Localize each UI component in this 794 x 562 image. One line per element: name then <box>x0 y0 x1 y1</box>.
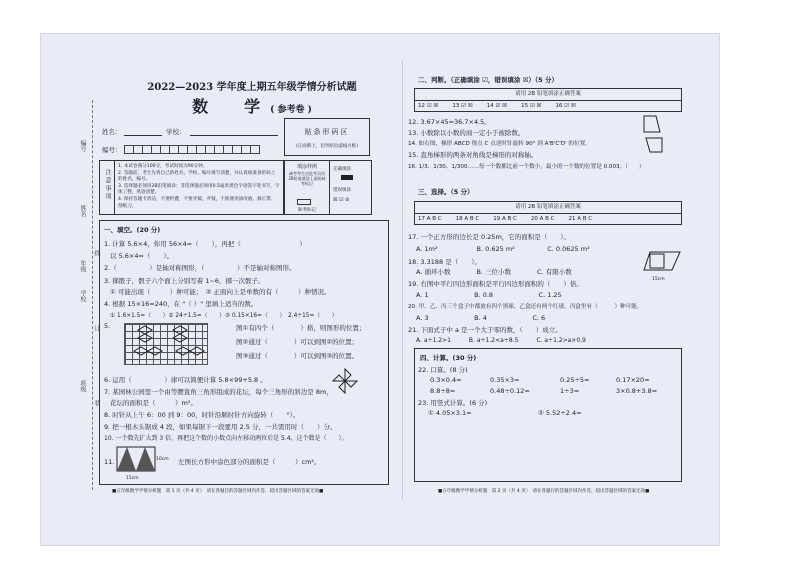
name-label: 姓名： <box>102 128 122 136</box>
pinwheel-figure <box>330 366 360 396</box>
judge-bubble[interactable]: 15 ☑ ☒ <box>521 102 542 109</box>
q5-line1: 图①有四个（ ）格，则图形的位置； <box>236 324 366 332</box>
q6: 6. 运用（ ）律可以简便计算 5.8×99+5.8 。 <box>104 376 267 384</box>
binding-strip <box>58 100 104 490</box>
q1-line1: 1. 计算 5.6×4，你用 56×4=（ ），再把（ ） <box>104 240 306 248</box>
q1-line2: 以 5.6×4=（ ）。 <box>110 252 174 260</box>
q5-line2: 图②通过（ ）可以到图②的位置； <box>236 338 359 346</box>
q14: 14. 如右图，梯形 ABCD 绕点 C 点逆时针旋转 90° 到 A'B'C'D' 的位置。 <box>408 141 591 147</box>
judge-bubble[interactable]: 16 ☑ ☒ <box>555 102 576 109</box>
q5-number: 5. <box>104 322 111 330</box>
q20-options: A. 3 B. 4 C. 6 <box>416 314 546 322</box>
q23-b: ② 5.52÷2.4= <box>538 409 582 417</box>
note-line: 4. 保持答题卡清洁，不要折叠，不要弄破、弄皱，不准使用涂改液、修正带、刮纸刀。 <box>118 196 276 209</box>
q11-base-dim: 15cm <box>126 476 139 481</box>
side-label: 姓名 <box>79 205 86 217</box>
q11: 左图长方形中涂色部分的面积是（ ）cm²。 <box>178 458 321 466</box>
choice-bubbles[interactable] <box>418 213 592 224</box>
calc-item: 3×0.8+3.8= <box>616 387 658 395</box>
q10: 10. 一个数先扩大到 3 倍，再把这个数的小数点向左移动两位后是 5.4，这个数是（ ）。 <box>104 435 348 442</box>
barcode-area <box>284 118 370 156</box>
q23: 23. 用竖式计算。(6 分) <box>418 399 488 407</box>
q22: 22. 口算。(8 分) <box>418 366 468 374</box>
absent-title: 缺考标记 <box>298 208 316 213</box>
correct-fill-label: 正确填涂 <box>333 167 351 172</box>
q4-line2: ① 1.6×1.5=（ ）② 24÷1.5=（ ）③ 0.15×16=（ ） 2.4÷15=（ ） <box>110 313 338 319</box>
note-line: 2. 答题前，考生先将自己的姓名、学校、编号填写清楚，并认真核准条形码上的姓名、编号。 <box>118 170 276 183</box>
calc-item: 0.25÷5= <box>560 376 590 384</box>
subject-title <box>112 94 392 117</box>
q21: 21. 下面式子中 a 是一个大于零的数，（ ）成立。 <box>408 326 562 334</box>
footer-left: ■五年级数学学情分析题 第 1 页（共 4 页） 请在各题目的答题区域内作答，超出答题区域的答案无效■ <box>112 489 324 494</box>
choice-bubble[interactable]: 19 A B C <box>493 215 517 222</box>
q13: 13. 小数除以小数的商一定小于被除数。 <box>408 129 525 137</box>
choice-bubble[interactable]: 17 A B C <box>418 215 442 222</box>
judge-bubble[interactable]: 14 ☑ ☒ <box>486 102 508 109</box>
section4-title: 四、计算。(30 分) <box>420 354 477 362</box>
side-label: 编号 <box>79 140 86 152</box>
side-label: 学校 <box>79 290 86 302</box>
choice-bubble[interactable]: 20 A B C <box>530 215 555 222</box>
section3-title: 三、选择。（5 分） <box>418 188 474 196</box>
q7-line1: 7. 某园林公园里一个由等腰直角三角形组成的花坛，每个三角形的斜边是 8m， <box>104 388 333 396</box>
judge-bubble[interactable]: 13 ☑ ☒ <box>452 102 473 109</box>
q7-line2: 花坛的面积是（ ）m²。 <box>110 399 197 407</box>
q12: 12. 3.67×45=36.7×4.5。 <box>408 118 491 126</box>
barcode-note: (正面朝上，切勿贴出虚线方框) <box>295 144 358 149</box>
side-label: 班级 <box>79 380 86 392</box>
q8: 8. 时针从上午 6：00 到 9：00，时针沿顺时针方向旋转（ °）。 <box>104 411 300 419</box>
exam-title: 2022—2023 学年度上期五年级学情分析试题 <box>147 82 357 93</box>
correct-fill-mark <box>341 175 353 180</box>
calc-item: 8.8÷8= <box>430 387 456 395</box>
q11-side-dim: 10cm <box>156 457 169 462</box>
number-cells[interactable] <box>124 145 259 154</box>
notes-text <box>118 164 280 210</box>
judge-bubbles[interactable] <box>418 100 576 111</box>
section2-title: 二、判断。（正确填涂 ☑，错误填涂 ☒）（5 分） <box>418 76 558 84</box>
absent-checkbox[interactable] <box>297 199 311 205</box>
q23-a: ① 4.05×3.1= <box>428 409 472 417</box>
note-line: 3. 选择题必须用2B铅笔填涂；非选择题必须用0.5毫米黑色字迹签字笔书写，字体工整，笔迹清楚。 <box>118 183 280 196</box>
q2: 2.（ ）是轴对称图形，（ ）不是轴对称图形。 <box>104 264 296 272</box>
q11-number: 11. <box>104 458 115 466</box>
wrong-fill-label: 错误填涂 <box>333 188 351 193</box>
side-label: 装 <box>93 400 100 406</box>
school-label: 学校： <box>166 128 186 136</box>
absent-note: 缺考考生由监考员用2B铅笔填涂上面的缺考标记 <box>288 171 326 186</box>
judge-header: 请用 2B 铅笔填涂正确答案 <box>414 88 682 100</box>
q18-options: A. 循环小数 B. 三位小数 C. 有限小数 <box>416 268 572 276</box>
fill-sample-title: 填涂样例 <box>296 164 317 170</box>
section1-title: 一、填空。(20 分) <box>104 226 161 234</box>
calc-item: 0.3×0.4= <box>430 376 462 384</box>
choice-header: 请用 2B 铅笔填涂正确答案 <box>414 201 682 213</box>
choice-bubble[interactable]: 18 A B C <box>455 215 480 222</box>
choice-bubble[interactable]: 21 A B C <box>568 215 593 222</box>
q4-line1: 4. 根据 15×16=240，在 "（ ）" 里填上适当的数。 <box>104 300 258 308</box>
q17-options: A. 1m² B. 0.625 m² C. 0.0625 m² <box>416 245 590 253</box>
subject-name: 数 学 <box>192 97 271 116</box>
q11-figure <box>116 446 158 478</box>
q3-line2: ① 可能出现（ ）种可能； ② 正面向上是单数的有（ ）种情况。 <box>110 288 331 296</box>
q14-trapezoid-figure <box>640 112 674 156</box>
subject-note: ( 参考卷 ) <box>270 105 312 115</box>
wrong-fill-marks: ☒ ☑ ⊘ <box>333 197 350 203</box>
q9: 9. 把一根木头锯成 4 段，如果每锯下一段要用 2.5 分，一共需用时（ ）分。 <box>104 423 337 431</box>
q20: 20. 甲、乙、丙三个盒子中都放有四个黑球，乙盒还有两个红球，丙盒里有（ ）种可能。 <box>408 304 643 310</box>
q21-options: A. a÷1.2>1 B. a÷1.2<a÷8.5 C. a÷1.2>a×0.9 <box>416 337 586 344</box>
notes-box <box>99 160 284 215</box>
note-line: 1. 本试卷满分100分，考试时间为90分钟。 <box>118 164 208 169</box>
school-field[interactable] <box>190 135 278 136</box>
q5-line3: 图③通过（ ）可以到图③的位置。 <box>236 352 359 360</box>
name-field[interactable] <box>124 135 162 136</box>
side-label: 订 <box>93 325 100 331</box>
q19-figure-label: 15cm <box>652 277 665 282</box>
q15: 15. 直角梯形的两条对角线是梯形的对称轴。 <box>408 151 538 159</box>
notes-title: 注意事项 <box>104 169 111 201</box>
fill-sample-box <box>284 160 372 215</box>
q17: 17. 一个正方形的边长是 0.25m，它的面积是（ ）。 <box>408 233 571 241</box>
side-label: 年级 <box>79 260 86 272</box>
calc-item: 1÷3= <box>560 387 580 395</box>
q3-line1: 3. 掷骰子，骰子六个面上分别写着 1~6，掷一次骰子。 <box>104 277 265 285</box>
judge-bubble[interactable]: 12 ☑ ☒ <box>418 102 439 109</box>
calc-item: 0.48÷0.12= <box>490 387 530 395</box>
q5-shapes <box>124 323 208 365</box>
side-label: 线 <box>93 250 100 256</box>
q19-parallelogram-figure <box>642 250 682 276</box>
binding-line <box>92 100 93 490</box>
q19-options: A. 1 B. 0.8 C. 1.25 <box>416 291 562 299</box>
q18: 18. 3.3188 是（ ）。 <box>408 258 481 266</box>
calc-item: 0.35×3= <box>490 376 520 384</box>
barcode-title: 贴条形码区 <box>304 128 350 136</box>
page-seam <box>402 60 403 500</box>
q19: 19. 右图中平行四边形面积是平行四边形面积的（ ）倍。 <box>408 280 583 288</box>
number-label: 编号： <box>102 146 122 154</box>
q16: 16. 1/3、1/30、1/300……每一个数都比前一个数小，最小的一个数的位置是 0.003。（ ） <box>408 164 645 170</box>
calc-item: 0.17×20= <box>616 376 650 384</box>
footer-right: ■五年级数学学情分析题 第 2 页（共 4 页） 请在各题目的答题区域内作答，超出答题区域的答案无效■ <box>438 489 650 494</box>
